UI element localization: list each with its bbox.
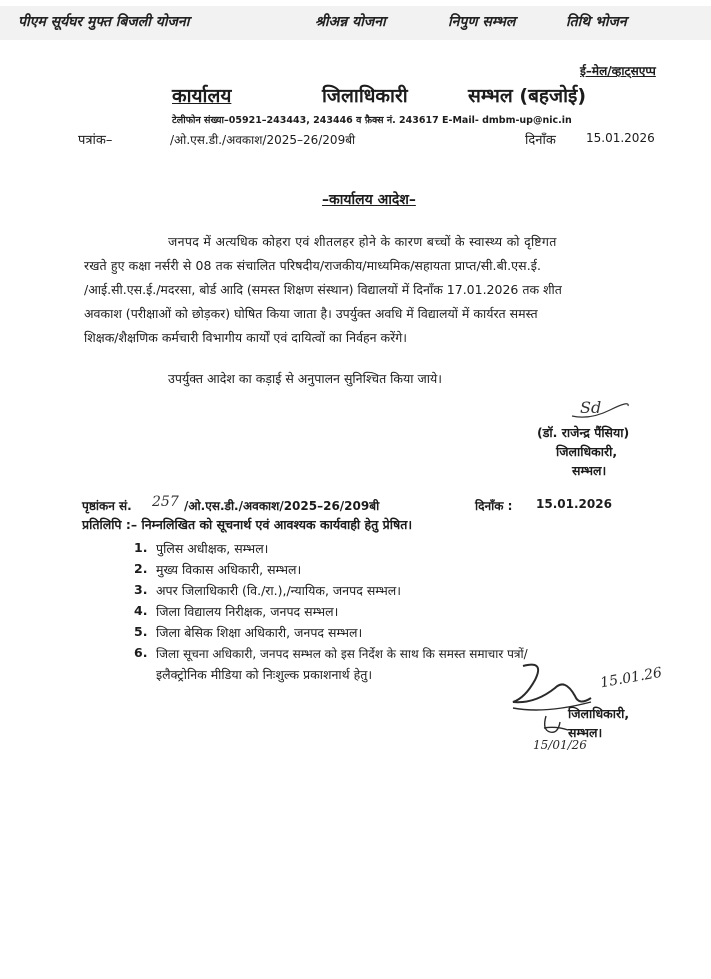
list-item: मुख्य विकास अधिकारी, सम्भल। — [156, 562, 302, 577]
copy-line: प्रतिलिपि :– निम्नलिखित को सूचनार्थ एवं आवश्यक कार्यवाही हेतु प्रेषित। — [82, 517, 413, 532]
contact-line: टेलीफोन संख्या–05921–243443, 243446 व फ़ैक्स नं. 243617 E-Mail- dmbm-up@nic.in — [172, 115, 572, 126]
signatory-designation: जिलाधिकारी, — [556, 444, 618, 459]
banner-item-nipun-sambhal: निपुण सम्भल — [448, 14, 516, 30]
date-label: दिनाँक — [525, 133, 556, 148]
signatory-place: सम्भल। — [572, 463, 607, 478]
list-item-continuation: इलैक्ट्रोनिक मीडिया को निःशुल्क प्रकाशनार्थ हेतु। — [156, 667, 373, 682]
order-title: –कार्यालय आदेश– — [322, 192, 416, 208]
endorsement-ref: /ओ.एस.डी./अवकाश/2025–26/209बी — [184, 499, 380, 513]
signature2-designation: जिलाधिकारी, — [568, 706, 630, 721]
paragraph-line: अवकाश (परीक्षाओं को छोड़कर) घोषित किया जाता है। उपर्युक्त अवधि में विद्यालयों में कार्यरत समस्त — [84, 306, 538, 321]
list-number: 2. — [134, 561, 148, 576]
banner-item-pm-suryaghar: पीएम सूर्यघर मुफ्त बिजली योजना — [18, 14, 190, 30]
ref-label: पत्रांक– — [78, 133, 113, 148]
order-paragraph-2: उपर्युक्त आदेश का कड़ाई से अनुपालन सुनिश्चित किया जाये। — [168, 371, 442, 386]
banner-item-shri-anna: श्रीअन्न योजना — [315, 14, 386, 30]
endorsement-date-label: दिनाँक : — [475, 499, 513, 513]
list-number: 3. — [134, 582, 148, 597]
paragraph-line: शिक्षक/शैक्षणिक कर्मचारी विभागीय कार्यों एवं दायित्वों का निर्वहन करेंगे। — [84, 330, 408, 345]
list-item: अपर जिलाधिकारी (वि./रा.),/न्यायिक, जनपद सम्भल। — [156, 583, 402, 598]
list-number: 1. — [134, 540, 148, 555]
ref-number: /ओ.एस.डी./अवकाश/2025–26/209बी — [170, 133, 356, 147]
paragraph-line: /आई.सी.एस.ई./मदरसा, बोर्ड आदि (समस्त शिक्षण संस्थान) विद्यालयों में दिनाँक 17.01.2026 तक शीत — [84, 282, 562, 297]
paragraph-line: जनपद में अत्यधिक कोहरा एवं शीतलहर होने के कारण बच्चों के स्वास्थ्य को दृष्टिगत — [168, 234, 557, 249]
list-item: जिला सूचना अधिकारी, जनपद सम्भल को इस निर्देश के साथ कि समस्त समाचार पत्रों/ — [156, 647, 528, 661]
header-date: 15.01.2026 — [586, 131, 655, 145]
collector-word: जिलाधिकारी — [322, 85, 408, 107]
initial-date: 15/01/26 — [533, 738, 587, 752]
list-number: 5. — [134, 624, 148, 639]
paragraph-line: रखते हुए कक्षा नर्सरी से 08 तक संचालित परिषदीय/राजकीय/माध्यमिक/सहायता प्राप्त/सी.बी.एस.ई. — [84, 258, 542, 273]
handwritten-endorsement-number: 257 — [152, 494, 179, 510]
initial-mark — [540, 712, 570, 738]
email-whatsapp-tag: ई–मेल/व्हाट्सएप्प — [580, 64, 656, 78]
signatory-name: (डॉ. राजेन्द्र पैंसिया) — [537, 425, 630, 440]
list-number: 6. — [134, 645, 148, 660]
banner-item-tithi-bhojan: तिथि भोजन — [566, 14, 627, 30]
endorsement-date: 15.01.2026 — [536, 497, 612, 511]
list-item: जिला विद्यालय निरीक्षक, जनपद सम्भल। — [156, 604, 339, 619]
signature-flourish — [570, 402, 630, 422]
endorsement-label: पृष्ठांकन सं. — [82, 499, 132, 513]
signature2-place: सम्भल। — [568, 725, 603, 740]
order-paragraph — [84, 230, 664, 350]
list-item: जिला बेसिक शिक्षा अधिकारी, जनपद सम्भल। — [156, 625, 363, 640]
list-item: पुलिस अधीक्षक, सम्भल। — [156, 541, 269, 556]
list-number: 4. — [134, 603, 148, 618]
office-heading — [172, 82, 590, 108]
office-word: कार्यालय — [172, 85, 232, 107]
handwritten-date: 15.01.26 — [599, 664, 664, 692]
office-place: सम्भल (बहजोई) — [468, 85, 587, 107]
sd-signature: Sd — [580, 398, 602, 417]
